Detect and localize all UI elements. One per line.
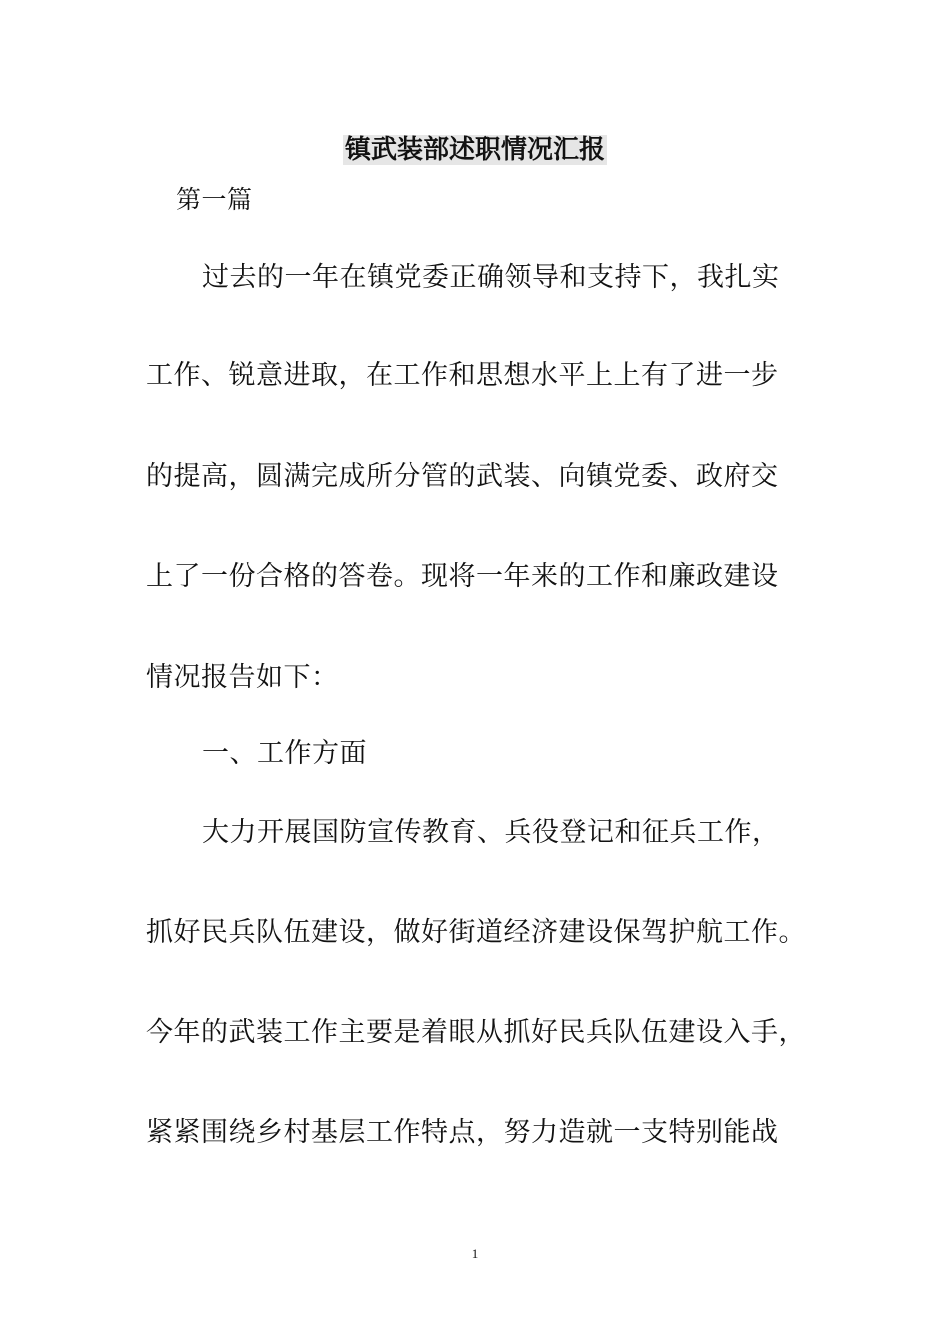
section-heading: 一、工作方面 (202, 738, 367, 769)
paragraph-line: 上了一份合格的答卷。现将一年来的工作和廉政建设 (146, 561, 779, 592)
section-subtitle: 第一篇 (176, 185, 253, 214)
paragraph-line: 的提高，圆满完成所分管的武装、向镇党委、政府交 (146, 461, 779, 492)
document-title-text: 镇武装部述职情况汇报 (344, 135, 605, 165)
paragraph-line: 今年的武装工作主要是着眼从抓好民兵队伍建设入手， (146, 1017, 806, 1048)
paragraph-line: 大力开展国防宣传教育、兵役登记和征兵工作， (202, 817, 780, 848)
document-title (0, 130, 950, 170)
paragraph-line: 工作、锐意进取，在工作和思想水平上上有了进一步 (146, 360, 779, 391)
page-number: 1 (471, 1246, 479, 1261)
paragraph-line: 过去的一年在镇党委正确领导和支持下，我扎实 (202, 262, 780, 293)
paragraph-line: 抓好民兵队伍建设，做好街道经济建设保驾护航工作。 (146, 917, 806, 948)
paragraph-line: 情况报告如下： (146, 662, 339, 693)
paragraph-line: 紧紧围绕乡村基层工作特点，努力造就一支特别能战 (146, 1117, 779, 1148)
